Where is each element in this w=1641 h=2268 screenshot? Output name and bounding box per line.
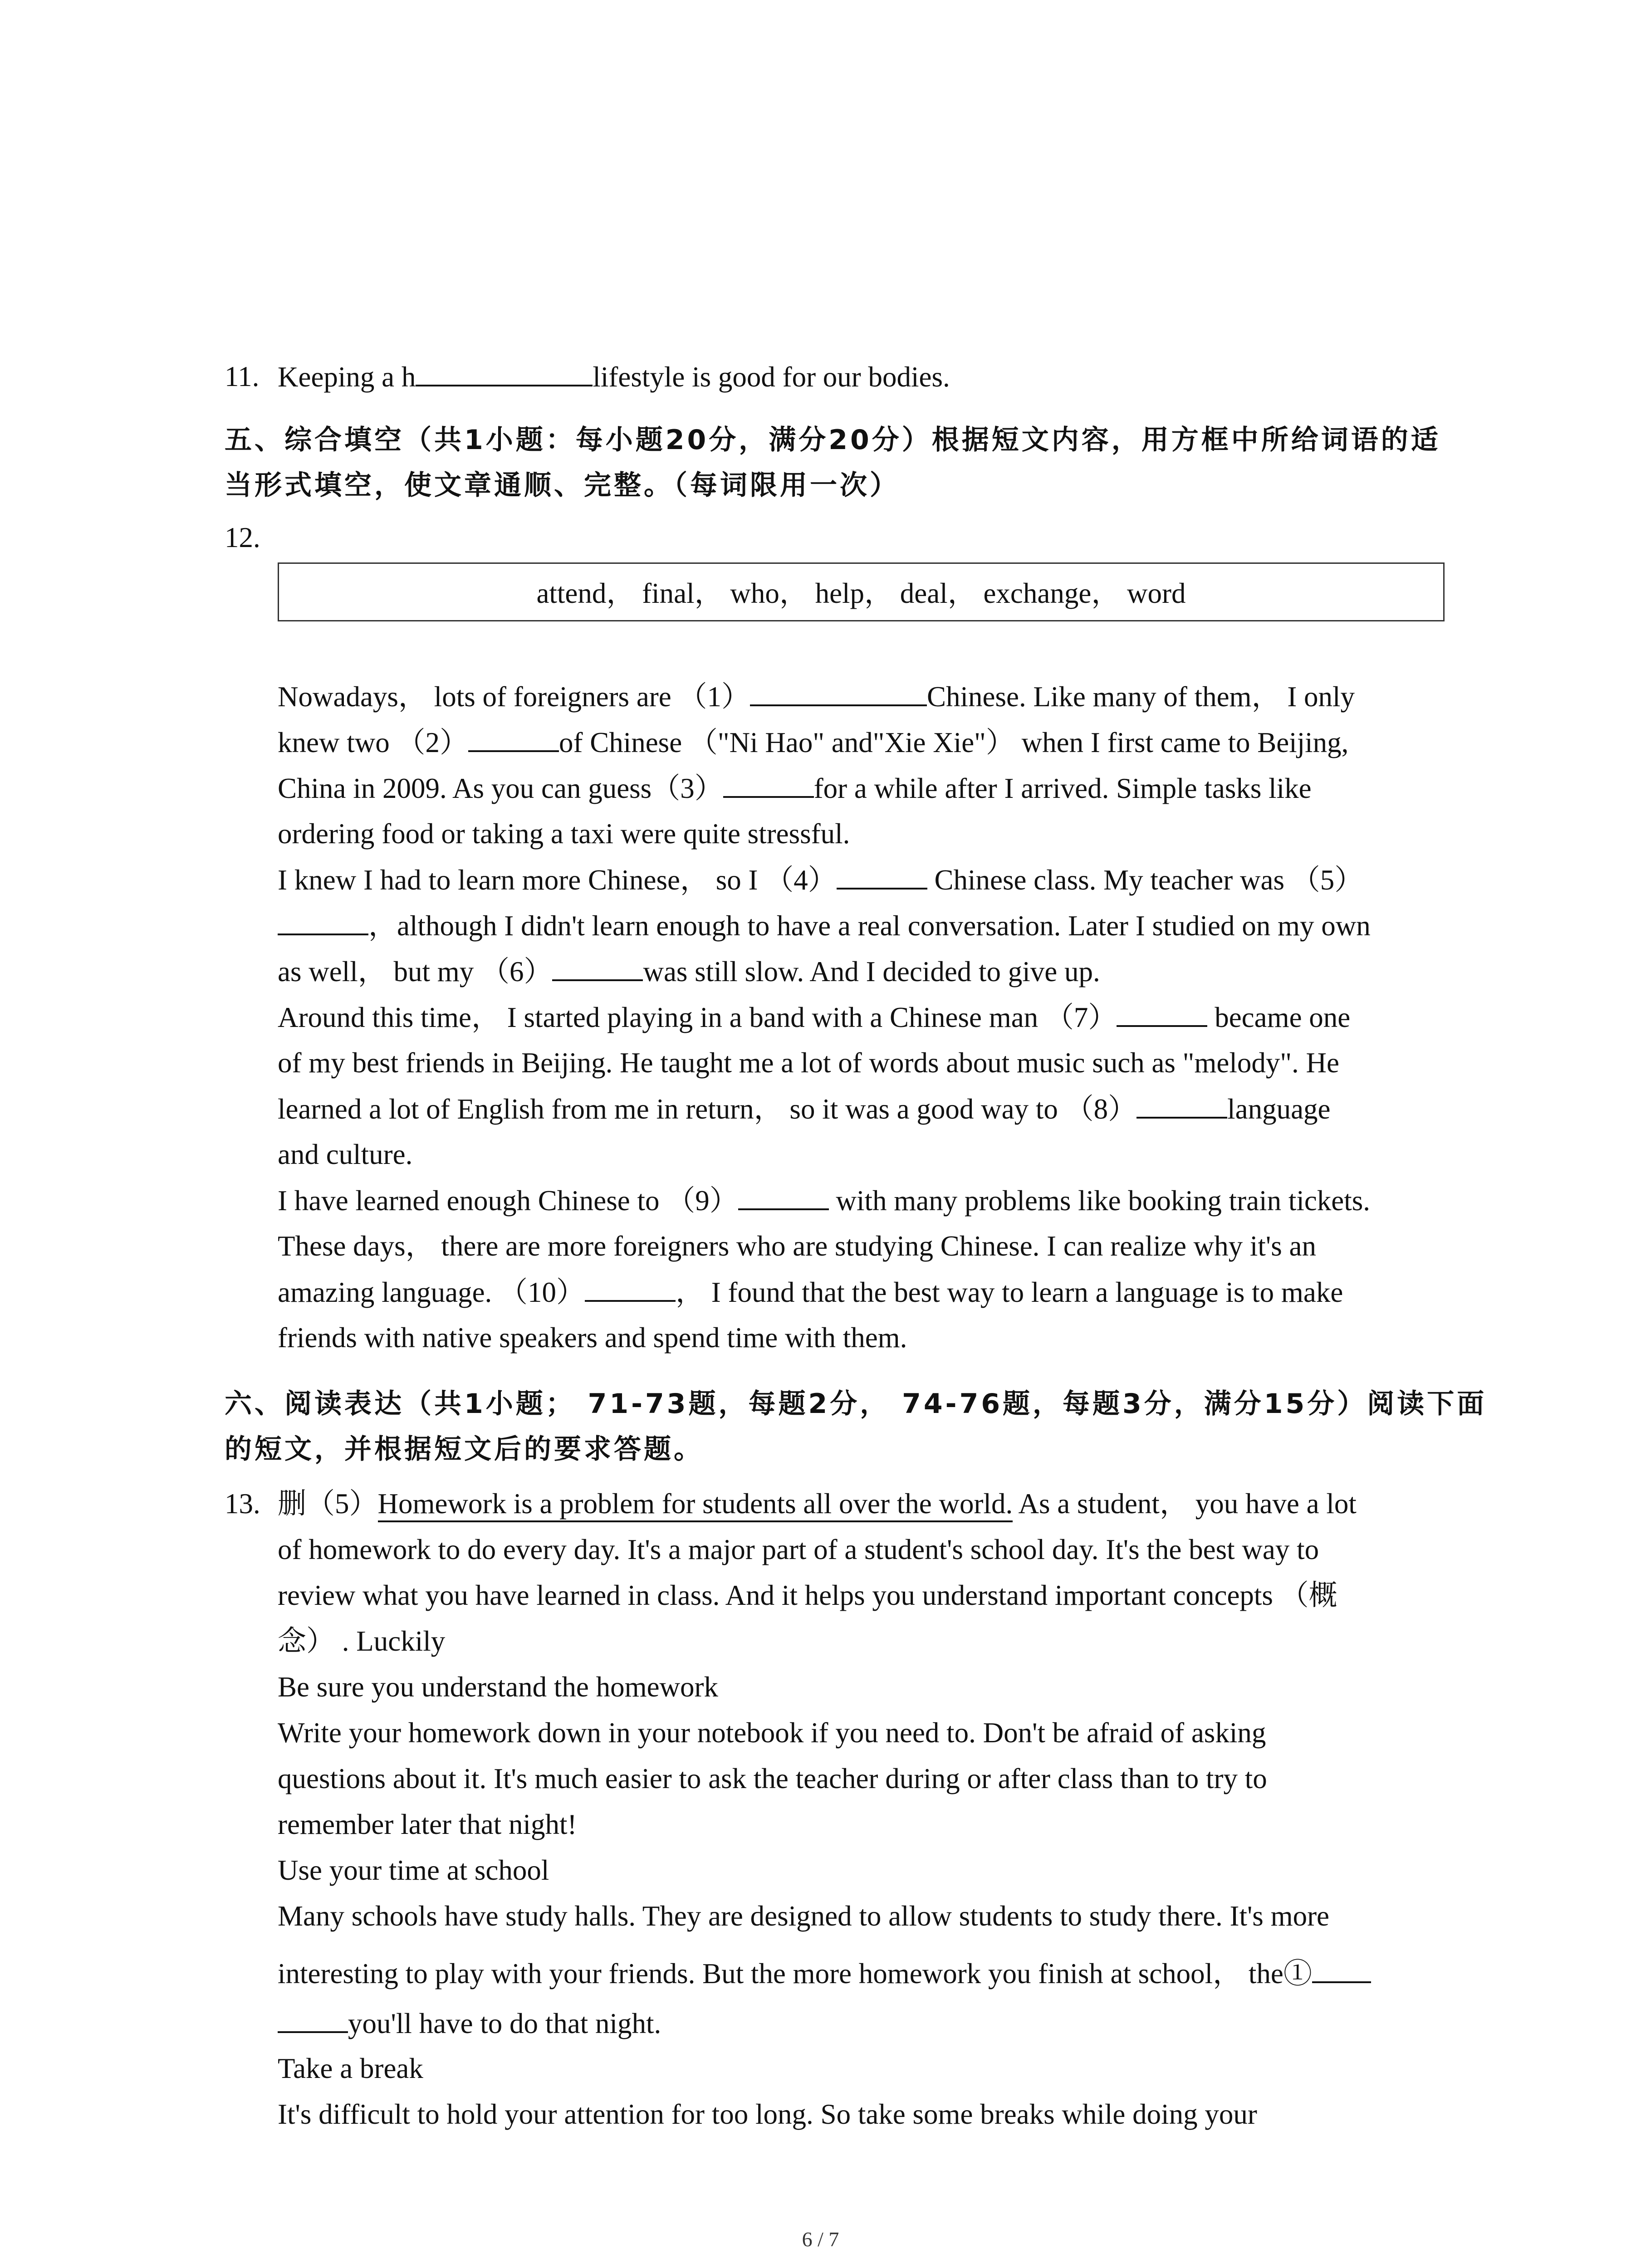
q12-passage-line [278,770,1312,807]
q12-passage-line [278,1136,412,1173]
q12-line-text-a: knew two （2） [278,727,468,758]
q13-answer-blank-1-part2[interactable] [278,2005,348,2033]
q13-tail-line: It's difficult to hold your attention for too long. So take some breaks while doing your [278,2098,1257,2130]
q12-line-text-a: China in 2009. As you can guess（3） [278,772,723,804]
q12-line-text-b: became one [1207,1002,1351,1033]
section-5-heading-line2: 当形式填空，使文章通顺、完整。（每词限用一次） [225,469,900,501]
q13-passage-line: Many schools have study halls. They are designed to allow students to study there. It's more [278,1900,1330,1932]
q13-blank-line-1-text: interesting to play with your friends. But the more homework you finish at school， the① [278,1958,1312,1989]
q12-line-text-a: of my best friends in Beijing. He taught me a lot of words about music such as "melody". He [278,1047,1340,1079]
q12-passage-line [278,816,850,852]
q13-first-line-rest: As a student， you have a lot [1013,1488,1357,1520]
q13-passage-line: 念） . Luckily [278,1625,446,1657]
q12-passage-line [278,1228,1316,1264]
q12-line-text-b: of Chinese （"Ni Hao" and"Xie Xie"） when I first came to Beijing, [558,727,1349,758]
q12-line-text-b: language [1227,1093,1331,1125]
q12-passage-line [278,999,1350,1036]
q12-line-text-b: ， I found that the best way to learn a language is to make [676,1276,1343,1308]
q12-answer-blank[interactable] [278,907,368,935]
q11-text-after: lifestyle is good for our bodies. [593,361,950,393]
q13-passage-line: questions about it. It's much easier to ask the teacher during or after class than to try to [278,1763,1267,1794]
q13-tail-line: Take a break [278,2053,423,2084]
q13-first-line [278,1486,1357,1522]
q12-line-text-b: was still slow. And I decided to give up. [643,956,1100,987]
q12-line-text-b: Chinese. Like many of them， I only [926,681,1355,713]
q12-line-text-a: amazing language. （10） [278,1276,585,1308]
q12-line-text-a: Nowadays， lots of foreigners are （1） [278,681,750,713]
section-6-heading-line1: 六、阅读表达（共1小题； 71-73题，每题2分， 74-76题，每题3分，满分15分）阅读下面 [225,1388,1487,1420]
q12-passage-line [278,1182,1370,1219]
q13-passage-line: remember later that night! [278,1809,577,1840]
q12-passage-line [278,861,1363,898]
q12-passage-line [278,678,1355,715]
q12-line-text-b: with many problems like booking train tickets. [828,1185,1371,1217]
page-number: 6 / 7 [802,2228,839,2251]
q12-answer-blank[interactable] [1136,1090,1227,1119]
q13-passage-line: Be sure you understand the homework [278,1671,719,1703]
word-bank-box: attend， final， who， help， deal， exchange， word [278,562,1445,621]
q12-passage-line [278,1045,1339,1081]
q12-answer-blank[interactable] [750,678,927,706]
q12-line-text-a: I knew I had to learn more Chinese， so I （4） [278,864,837,896]
question-12-number: 12. [225,522,260,553]
q12-line-text-b: for a while after I arrived. Simple tasks like [813,772,1312,804]
question-11-text [278,358,950,395]
q11-text-before: Keeping a h [278,361,416,393]
q12-passage-line [278,724,1348,761]
q12-line-text-a: as well， but my （6） [278,956,553,987]
q12-passage-line [278,1090,1331,1127]
q12-passage-line [278,953,1100,990]
q12-answer-blank[interactable] [552,953,643,981]
q12-answer-blank[interactable] [1117,999,1207,1027]
q13-passage-line: review what you have learned in class. And it helps you understand important concepts （概 [278,1579,1337,1611]
q12-line-text-a: and culture. [278,1139,413,1170]
q12-line-text-b: Chinese class. My teacher was （5） [927,864,1363,896]
question-13-number: 13. [225,1488,260,1520]
q12-answer-blank[interactable] [468,724,559,752]
q13-blank-line-2 [278,2005,661,2042]
q12-line-text-a: These days， there are more foreigners who are studying Chinese. I can realize why it's an [278,1230,1317,1262]
q12-line-text-b: ，although I didn't learn enough to have a real conversation. Later I studied on my own [368,910,1371,942]
q12-line-text-a: Around this time， I started playing in a band with a Chinese man （7） [278,1002,1117,1033]
q11-answer-blank[interactable] [416,358,593,386]
q12-passage-line [278,1320,907,1356]
q12-answer-blank[interactable] [837,861,927,890]
section-5-heading-line1: 五、综合填空（共1小题：每小题20分，满分20分）根据短文内容，用方框中所给词语的适 [225,424,1441,456]
q12-answer-blank[interactable] [738,1182,829,1210]
q13-underlined-sentence: Homework is a problem for students all over the world. [378,1488,1013,1522]
q13-blank-line-2-text: you'll have to do that night. [348,2008,661,2039]
q12-answer-blank[interactable] [723,770,814,798]
q13-lead: 删（5） [278,1488,378,1520]
q12-line-text-a: learned a lot of English from me in return， so it was a good way to （8） [278,1093,1137,1125]
q13-passage-line: of homework to do every day. It's a major part of a student's school day. It's the best way to [278,1534,1319,1565]
q12-line-text-a: ordering food or taking a taxi were quite stressful. [278,818,850,850]
question-11-number: 11. [225,361,260,392]
q12-answer-blank[interactable] [585,1274,676,1302]
q13-answer-blank-1-part1[interactable] [1312,1955,1371,1983]
q12-passage-line [278,907,1371,944]
q13-passage-line: Write your homework down in your notebook if you need to. Don't be afraid of asking [278,1717,1266,1749]
q12-line-text-a: I have learned enough Chinese to （9） [278,1185,738,1217]
q12-line-text-a: friends with native speakers and spend time with them. [278,1322,907,1354]
q12-passage-line [278,1274,1343,1310]
q13-passage-line: Use your time at school [278,1854,549,1886]
section-6-heading-line2: 的短文，并根据短文后的要求答题。 [225,1433,704,1465]
q13-blank-line-1 [278,1955,1371,1992]
